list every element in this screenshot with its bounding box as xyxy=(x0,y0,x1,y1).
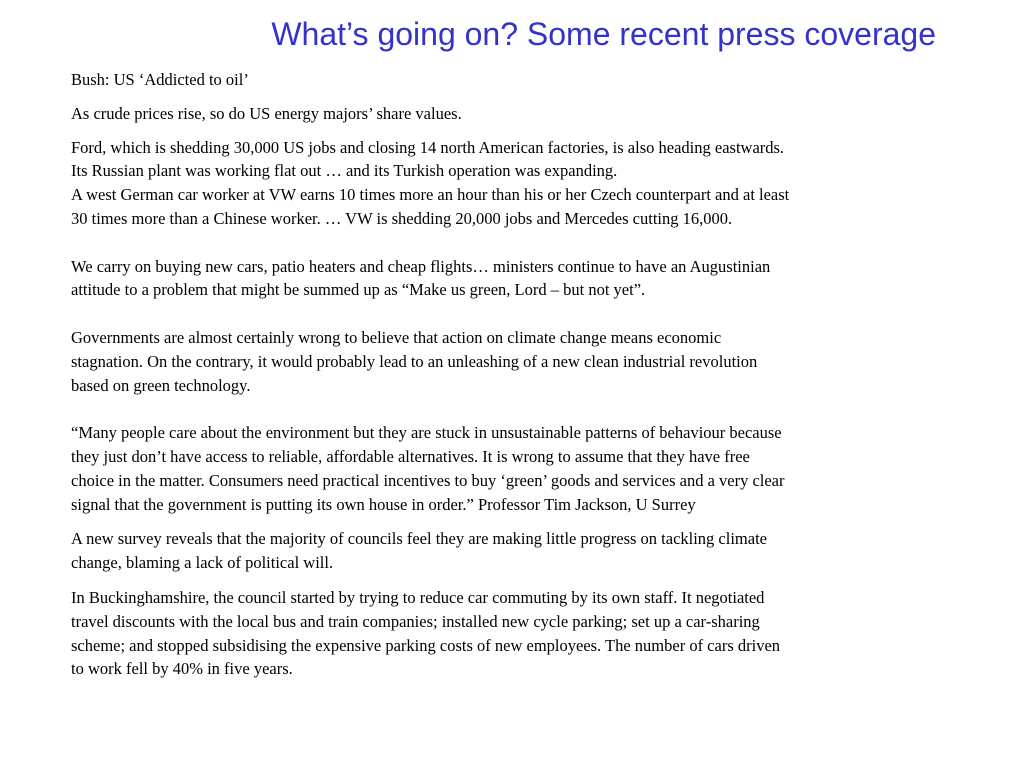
paragraph-councils-survey xyxy=(71,527,951,575)
slide-body xyxy=(71,68,951,681)
text-line: scheme; and stopped subsidising the expensive parking costs of new employees. The number of cars driven xyxy=(71,635,781,655)
text-line: attitude to a problem that might be summed up as “Make us green, Lord – but not yet”. xyxy=(71,280,646,300)
paragraph-press-excerpts xyxy=(71,136,951,517)
text-line: based on green technology. xyxy=(71,375,251,395)
text-line: choice in the matter. Consumers need practical incentives to buy ‘green’ goods and services and a very clear xyxy=(71,470,785,490)
text-line: signal that the government is putting its own house in order.” Professor Tim Jackson, U Surrey xyxy=(71,494,696,514)
text-line: 30 times more than a Chinese worker. … VW is shedding 20,000 jobs and Mercedes cutting 16,000. xyxy=(71,208,733,228)
blank-line xyxy=(71,231,951,255)
text-line: In Buckinghamshire, the council started by trying to reduce car commuting by its own staff. It negotiated xyxy=(71,587,765,607)
headline-bush: Bush: US ‘Addicted to oil’ xyxy=(71,70,249,89)
text-line: “Many people care about the environment but they are stuck in unsustainable patterns of behaviour because xyxy=(71,423,782,443)
text-line: Its Russian plant was working flat out … and its Turkish operation was expanding. xyxy=(71,161,618,181)
paragraph-buckinghamshire xyxy=(71,586,951,681)
text-line: they just don’t have access to reliable, affordable alternatives. It is wrong to assume that they have free xyxy=(71,446,750,466)
blank-line xyxy=(71,302,951,326)
text-line: change, blaming a lack of political will. xyxy=(71,553,334,573)
text-line: to work fell by 40% in five years. xyxy=(71,659,293,679)
text-line: A new survey reveals that the majority of councils feel they are making little progress on tackling climate xyxy=(71,529,767,549)
text-line: Ford, which is shedding 30,000 US jobs and closing 14 north American factories, is also heading eastwards. xyxy=(71,137,785,157)
headline-crude-prices: As crude prices rise, so do US energy majors’ share values. xyxy=(71,103,462,123)
slide-title: What’s going on? Some recent press coverage xyxy=(271,16,936,52)
blank-line xyxy=(71,397,951,421)
text-line: stagnation. On the contrary, it would probably lead to an unleashing of a new clean industrial revolution xyxy=(71,351,758,371)
text-line: travel discounts with the local bus and train companies; installed new cycle parking; set up a car-sharing xyxy=(71,611,760,631)
text-line: We carry on buying new cars, patio heaters and cheap flights… ministers continue to have an Augustinian xyxy=(71,256,771,276)
text-line: A west German car worker at VW earns 10 times more an hour than his or her Czech counterpart and at least xyxy=(71,185,790,205)
text-line: Governments are almost certainly wrong to believe that action on climate change means economic xyxy=(71,327,722,347)
